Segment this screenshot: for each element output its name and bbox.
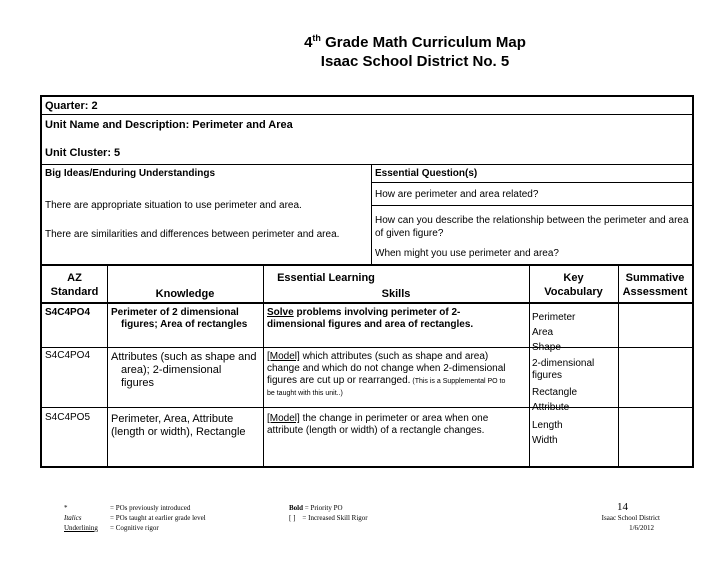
standard-code: S4C4PO5 [45,412,91,423]
skill-line: attribute (length or width) of a rectangle changes. [267,425,485,436]
italics-key: Italics [64,514,82,522]
big-ideas-heading: Big Ideas/Enduring Understandings [45,168,216,179]
knowledge-line: figures; Area of rectangles [121,319,248,330]
standard-label: Standard [50,286,99,298]
summative-label: Summative [625,272,685,284]
page-number: 14 [617,501,628,513]
skill-line: change and which do not change when 2-dimensional [267,363,506,374]
essential-questions-heading: Essential Question(s) [375,168,478,179]
vocabulary-term: Length [532,420,563,431]
legend-keys [64,503,98,533]
key-vocabulary-list [532,310,594,448]
district-line: Isaac School District No. 5 [320,53,510,70]
big-ideas-cell [42,165,372,265]
star-key: * [64,504,68,512]
skill-line: dimensional figures and area of rectangles. [267,319,474,330]
vocabulary-term: figures [532,370,563,381]
essential-learning-header: Essential Learning [277,272,375,284]
legend-text: = POs taught at earlier grade level [110,514,206,522]
essential-question: How are perimeter and area related? [375,189,539,200]
skill-note: be taught with this unit..) [267,390,343,397]
unit-section [42,115,692,158]
row-divider [42,407,692,408]
knowledge-text [111,413,246,439]
skill-line: figures are cut up or rearranged. (This is a Supplemental PO to [267,375,506,386]
document-title [180,33,650,71]
legend-descriptions [110,503,206,533]
bracket-legend: [ ] = Increased Skill Rigor [289,514,368,522]
district-name: Isaac School District [601,514,660,522]
knowledge-line: area); 2-dimensional [121,364,222,376]
header-divider [42,302,692,304]
unit-cluster: Unit Cluster: 5 [45,147,121,159]
vocabulary-label: Vocabulary [544,286,603,298]
standard-code: S4C4PO4 [45,350,91,361]
vocabulary-term: Area [532,327,554,338]
skills-text [267,307,473,331]
essential-question: How can you describe the relationship between the perimeter and area of given figure? [375,215,689,239]
standard-code: S4C4PO4 [45,307,91,318]
curriculum-frame [40,95,694,468]
unit-name: Unit Name and Description: Perimeter and Area [45,119,293,131]
bold-legend: Bold = Priority PO [289,504,343,512]
divider [372,182,692,183]
vocabulary-term: 2-dimensional [532,358,595,369]
legend-rigor [289,503,368,523]
skills-header: Skills [381,288,411,300]
title-line: 4th Grade Math Curriculum Map [304,33,526,51]
key-vocabulary-header [529,271,618,299]
essential-learning-table [42,266,692,466]
essential-question: When might you use perimeter and area? [375,248,559,259]
footer-date: 1/6/2012 [629,524,654,532]
vocabulary-term: Perimeter [532,312,576,323]
knowledge-text [111,307,247,331]
assessment-label: Assessment [622,286,688,298]
underlining-key: Underlining [64,524,98,532]
knowledge-line: (length or width), Rectangle [111,426,246,438]
knowledge-line: Attributes (such as shape and [111,351,257,363]
knowledge-header: Knowledge [155,288,215,300]
big-idea-item: There are appropriate situation to use perimeter and area. [45,200,302,211]
knowledge-line: figures [121,377,155,389]
essential-questions-cell [372,165,692,265]
skills-text [267,351,506,400]
big-idea-item: There are similarities and differences between perimeter and area. [45,229,340,240]
knowledge-line: Perimeter, Area, Attribute [111,413,234,425]
az-standard-header [42,271,107,299]
quarter-label: Quarter: 2 [42,97,692,115]
vocabulary-term: Attribute [532,402,570,413]
knowledge-text [111,351,257,390]
big-ideas-section [42,164,692,266]
vocabulary-term: Rectangle [532,387,578,398]
legend-text: = POs previously introduced [110,504,191,512]
skill-line: [Model] which attributes (such as shape and area) [267,351,489,362]
row-divider [42,347,692,348]
divider [372,205,692,206]
legend-text: = Cognitive rigor [110,524,159,532]
knowledge-line: Perimeter of 2 dimensional [111,307,239,318]
az-label: AZ [67,272,82,284]
vocabulary-term: Shape [532,342,561,353]
footer-district [540,513,660,533]
vocabulary-term: Width [532,435,558,446]
skill-line: [Model] the change in perimeter or area when one [267,413,489,424]
key-label: Key [563,272,584,284]
skill-line: Solve problems involving perimeter of 2- [267,307,461,318]
skills-text [267,413,488,437]
summative-assessment-header [618,271,692,299]
